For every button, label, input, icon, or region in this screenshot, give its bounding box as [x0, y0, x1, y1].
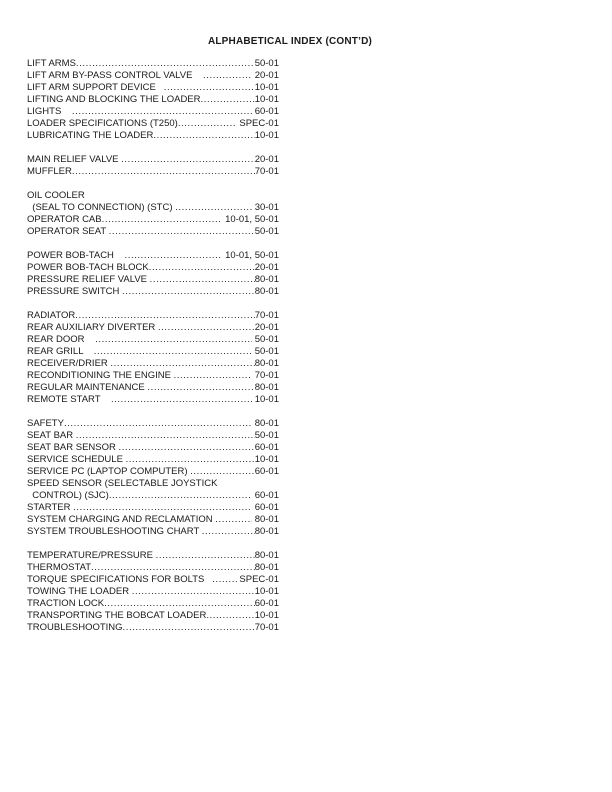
entry-page-number: 80-01: [254, 550, 279, 561]
entry-label: LIFT ARM BY-PASS CONTROL VALVE: [27, 70, 203, 81]
entry-label: RECONDITIONING THE ENGINE: [27, 370, 174, 381]
entry-page-number: 20-01: [254, 322, 279, 333]
entry-leader-dots: [109, 490, 252, 502]
entry-page-number: 80-01: [252, 514, 279, 525]
entry-leader-dots: [111, 394, 252, 406]
index-entry: [27, 118, 279, 130]
index-entry: [27, 274, 279, 286]
page-title: ALPHABETICAL INDEX (CONT’D): [207, 36, 373, 47]
entry-leader-dots: [121, 154, 255, 166]
index-entry: [27, 262, 279, 274]
entry-leader-dots: [76, 430, 255, 442]
index-entry: [27, 466, 279, 478]
index-group: [27, 418, 279, 538]
entry-label: TOWING THE LOADER: [27, 586, 132, 597]
entry-leader-dots: [110, 358, 254, 370]
entry-leader-dots: [150, 274, 255, 286]
entry-label: LUBRICATING THE LOADER: [27, 130, 154, 141]
entry-page-number: 10-01, 50-01: [222, 214, 279, 225]
entry-label: REMOTE START: [27, 394, 111, 405]
entry-label: LIFT ARMS: [27, 58, 76, 69]
entry-label: SPEED SENSOR (SELECTABLE JOYSTICK: [27, 478, 218, 489]
index-group: [27, 310, 279, 406]
entry-leader-dots: [75, 310, 254, 322]
index-entry: [27, 550, 279, 562]
entry-leader-dots: [147, 382, 254, 394]
entry-page-number: 50-01: [254, 226, 279, 237]
entry-page-number: 50-01: [254, 58, 279, 69]
entry-leader-dots: [164, 82, 255, 94]
entry-label: OIL COOLER: [27, 190, 85, 201]
entry-leader-dots: [91, 562, 255, 574]
entry-leader-dots: [203, 70, 252, 82]
index-entry: [27, 502, 279, 514]
index-group: [27, 250, 279, 298]
entry-page-number: 80-01: [254, 562, 279, 573]
index-entry: [27, 598, 279, 610]
entry-leader-dots: [76, 58, 255, 70]
entry-label: RECEIVER/DRIER: [27, 358, 111, 369]
entry-label: (SEAL TO CONNECTION) (STC): [27, 202, 176, 213]
entry-label: POWER BOB-TACH: [27, 250, 125, 261]
entry-leader-dots: [132, 586, 255, 598]
entry-leader-dots: [109, 226, 255, 238]
entry-page-number: 10-01, 50-01: [222, 250, 279, 261]
index-entry: [27, 106, 279, 118]
entry-page-number: 60-01: [254, 466, 279, 477]
index-entry: [27, 622, 279, 634]
entry-label: SYSTEM CHARGING AND RECLAMATION: [27, 514, 216, 525]
entry-label: RADIATOR: [27, 310, 76, 321]
entry-leader-dots: [201, 94, 255, 106]
entry-leader-dots: [175, 202, 252, 214]
entry-leader-dots: [158, 322, 255, 334]
entry-label: PRESSURE SWITCH: [27, 286, 123, 297]
entry-page-number: 50-01: [252, 346, 279, 357]
index-entry: [27, 346, 279, 358]
entry-page-number: 20-01: [252, 70, 279, 81]
entry-page-number: 60-01: [252, 490, 279, 501]
index-entry: [27, 442, 279, 454]
index-entry: [27, 418, 279, 430]
entry-page-number: 20-01: [254, 154, 279, 165]
index-entry: [27, 202, 279, 214]
index-group: [27, 58, 279, 142]
entry-label: REAR DOOR: [27, 334, 96, 345]
entry-page-number: 10-01: [254, 610, 279, 621]
index-group: [27, 550, 279, 634]
entry-label: REAR GRILL: [27, 346, 94, 357]
entry-page-number: 60-01: [252, 502, 279, 513]
index-entry: [27, 154, 279, 166]
index-entry: [27, 166, 279, 178]
index-entry: [27, 394, 279, 406]
entry-label: OPERATOR CAB: [27, 214, 102, 225]
entry-page-number: 70-01: [254, 166, 279, 177]
index-column: [27, 58, 279, 646]
entry-page-number: 80-01: [254, 274, 279, 285]
entry-label: REAR AUXILIARY DIVERTER: [27, 322, 158, 333]
index-entry: [27, 454, 279, 466]
entry-page-number: 10-01: [254, 94, 279, 105]
entry-page-number: 50-01: [252, 334, 279, 345]
index-entry: [27, 286, 279, 298]
entry-page-number: 80-01: [254, 358, 279, 369]
entry-page-number: 80-01: [254, 286, 279, 297]
index-entry: [27, 58, 279, 70]
entry-label: MAIN RELIEF VALVE: [27, 154, 122, 165]
entry-page-number: 50-01: [254, 430, 279, 441]
entry-label: SYSTEM TROUBLESHOOTING CHART: [27, 526, 202, 537]
entry-leader-dots: [178, 118, 237, 130]
entry-page-number: 60-01: [254, 442, 279, 453]
index-entry: [27, 610, 279, 622]
entry-page-number: SPEC-01: [236, 118, 279, 129]
entry-label: TRANSPORTING THE BOBCAT LOADER: [27, 610, 207, 621]
entry-leader-dots: [72, 106, 252, 118]
index-entry: [27, 358, 279, 370]
entry-label: TORQUE SPECIFICATIONS FOR BOLTS: [27, 574, 213, 585]
entry-page-number: 10-01: [254, 586, 279, 597]
entry-leader-dots: [174, 370, 253, 382]
entry-page-number: SPEC-01: [239, 574, 279, 585]
entry-leader-dots: [95, 334, 252, 346]
entry-label: REGULAR MAINTENANCE: [27, 382, 148, 393]
entry-leader-dots: [202, 526, 255, 538]
entry-leader-dots: [149, 262, 255, 274]
index-entry: [27, 310, 279, 322]
entry-leader-dots: [206, 610, 254, 622]
index-entry: [27, 322, 279, 334]
entry-leader-dots: [212, 574, 239, 586]
index-group: [27, 154, 279, 178]
entry-label: THERMOSTAT: [27, 562, 92, 573]
entry-leader-dots: [123, 622, 255, 634]
index-entry: [27, 334, 279, 346]
index-entry: [27, 562, 279, 574]
entry-label: CONTROL) (SJC): [27, 490, 109, 501]
index-entry: [27, 214, 279, 226]
entry-leader-dots: [215, 514, 252, 526]
entry-label: OPERATOR SEAT: [27, 226, 109, 237]
entry-page-number: 80-01: [254, 382, 279, 393]
entry-label: SEAT BAR: [27, 430, 76, 441]
entry-leader-dots: [190, 466, 255, 478]
entry-page-number: 80-01: [254, 526, 279, 537]
entry-leader-dots: [94, 346, 252, 358]
entry-leader-dots: [73, 502, 252, 514]
entry-label: SERVICE SCHEDULE: [27, 454, 126, 465]
index-entry: [27, 226, 279, 238]
entry-page-number: 20-01: [254, 262, 279, 273]
index-entry: [27, 370, 279, 382]
entry-label: STARTER: [27, 502, 74, 513]
entry-label: SEAT BAR SENSOR: [27, 442, 119, 453]
entry-label: TEMPERATURE/PRESSURE: [27, 550, 156, 561]
entry-page-number: 30-01: [252, 202, 279, 213]
index-group: [27, 190, 279, 238]
entry-page-number: 10-01: [254, 130, 279, 141]
entry-leader-dots: [122, 286, 255, 298]
entry-label: POWER BOB-TACH BLOCK: [27, 262, 149, 273]
entry-label: LOADER SPECIFICATIONS (T250): [27, 118, 178, 129]
entry-leader-dots: [102, 214, 223, 226]
index-entry: [27, 382, 279, 394]
index-entry: [27, 82, 279, 94]
index-entry: [27, 478, 279, 490]
entry-label: LIGHTS: [27, 106, 72, 117]
entry-leader-dots: [64, 418, 252, 430]
entry-page-number: 70-01: [252, 370, 279, 381]
entry-label: TRACTION LOCK: [27, 598, 105, 609]
index-entry: [27, 70, 279, 82]
entry-page-number: 60-01: [252, 106, 279, 117]
entry-label: SERVICE PC (LAPTOP COMPUTER): [27, 466, 191, 477]
entry-leader-dots: [153, 130, 254, 142]
entry-page-number: 80-01: [252, 418, 279, 429]
entry-leader-dots: [104, 598, 255, 610]
entry-leader-dots: [156, 550, 255, 562]
index-entry: [27, 250, 279, 262]
index-entry: [27, 586, 279, 598]
entry-leader-dots: [126, 454, 255, 466]
index-entry: [27, 130, 279, 142]
entry-page-number: 70-01: [254, 310, 279, 321]
index-entry: [27, 490, 279, 502]
entry-page-number: 10-01: [254, 454, 279, 465]
index-entry: [27, 514, 279, 526]
entry-page-number: 70-01: [254, 622, 279, 633]
entry-label: MUFFLER: [27, 166, 72, 177]
entry-label: PRESSURE RELIEF VALVE: [27, 274, 150, 285]
index-entry: [27, 190, 279, 202]
index-entry: [27, 526, 279, 538]
entry-page-number: 10-01: [252, 394, 279, 405]
entry-label: SAFETY: [27, 418, 64, 429]
entry-label: TROUBLESHOOTING: [27, 622, 123, 633]
index-entry: [27, 94, 279, 106]
index-entry: [27, 430, 279, 442]
entry-leader-dots: [124, 250, 222, 262]
entry-page-number: 10-01: [254, 82, 279, 93]
index-entry: [27, 574, 279, 586]
entry-label: LIFT ARM SUPPORT DEVICE: [27, 82, 164, 93]
entry-leader-dots: [72, 166, 255, 178]
entry-page-number: 60-01: [254, 598, 279, 609]
entry-leader-dots: [119, 442, 255, 454]
entry-label: LIFTING AND BLOCKING THE LOADER: [27, 94, 201, 105]
